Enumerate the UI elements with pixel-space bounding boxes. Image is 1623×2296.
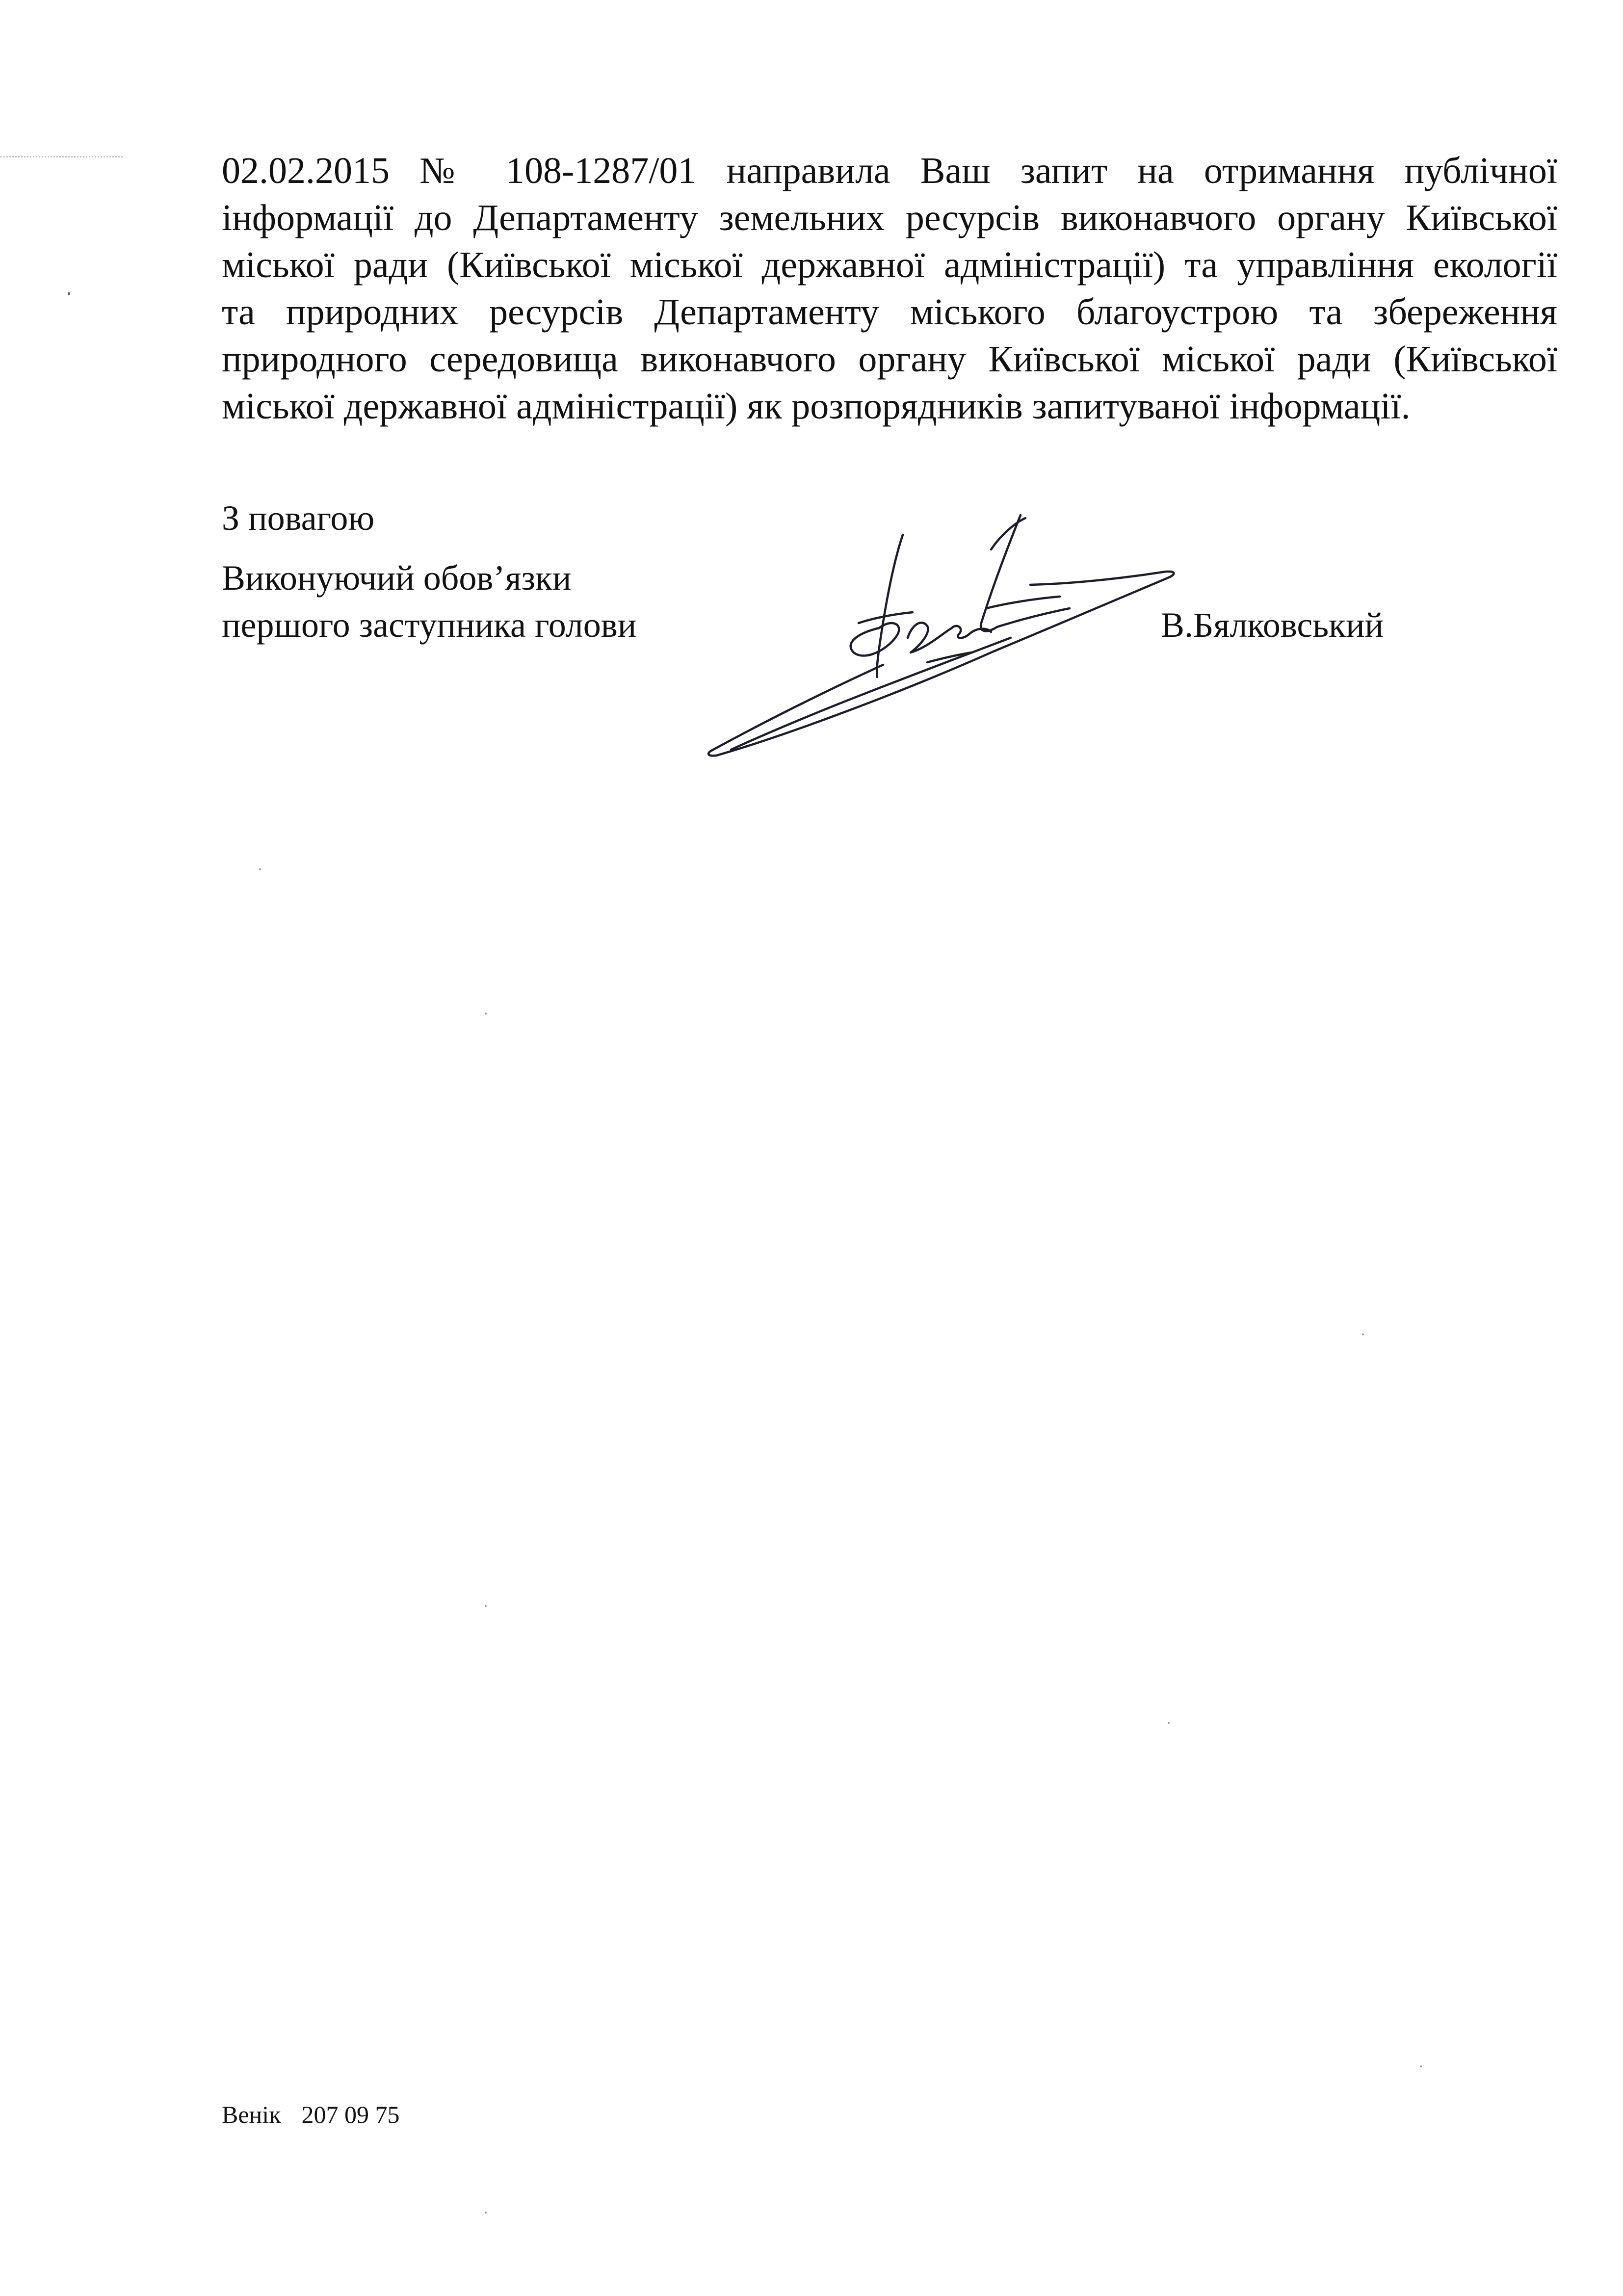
body-line: природного середовища виконавчого органу Київської міської ради (Київської: [222, 339, 1557, 380]
signer-position-line: Виконуючий обов’язки: [222, 558, 572, 598]
scan-speck: [68, 292, 70, 295]
scan-margin-artifact: [0, 156, 123, 159]
handwritten-signature: [697, 505, 1187, 780]
signer-position-line: першого заступника голови: [222, 605, 637, 645]
scan-speck: [259, 868, 261, 870]
closing-regards: З повагою: [222, 498, 375, 538]
body-line: інформації до Департаменту земельних ресурсів виконавчого органу Київської: [222, 197, 1557, 238]
signer-name: В.Бялковський: [1161, 605, 1384, 645]
scan-speck: [1420, 2065, 1422, 2067]
scan-speck: [485, 2212, 487, 2214]
letter-body-paragraph: [222, 147, 1557, 430]
footer-phone-number: 207 09 75: [301, 2101, 400, 2128]
body-line: міської державної адміністрації) як розпорядників запитуваної інформації.: [222, 386, 1411, 427]
scan-speck: [1168, 1722, 1170, 1724]
body-line: 02.02.2015 № 108-1287/01 направила Ваш запит на отримання публічної: [222, 150, 1557, 191]
scan-speck: [485, 1013, 487, 1015]
scan-speck: [1362, 1333, 1364, 1335]
body-line: міської ради (Київської міської державної адміністрації) та управління екології: [222, 244, 1557, 286]
footer-executor-name: Венік: [222, 2101, 281, 2128]
body-line: та природних ресурсів Департаменту міського благоустрою та збереження: [222, 291, 1557, 333]
signer-position: [222, 554, 636, 649]
scan-speck: [485, 1605, 487, 1607]
footer-contact: [222, 2100, 399, 2129]
